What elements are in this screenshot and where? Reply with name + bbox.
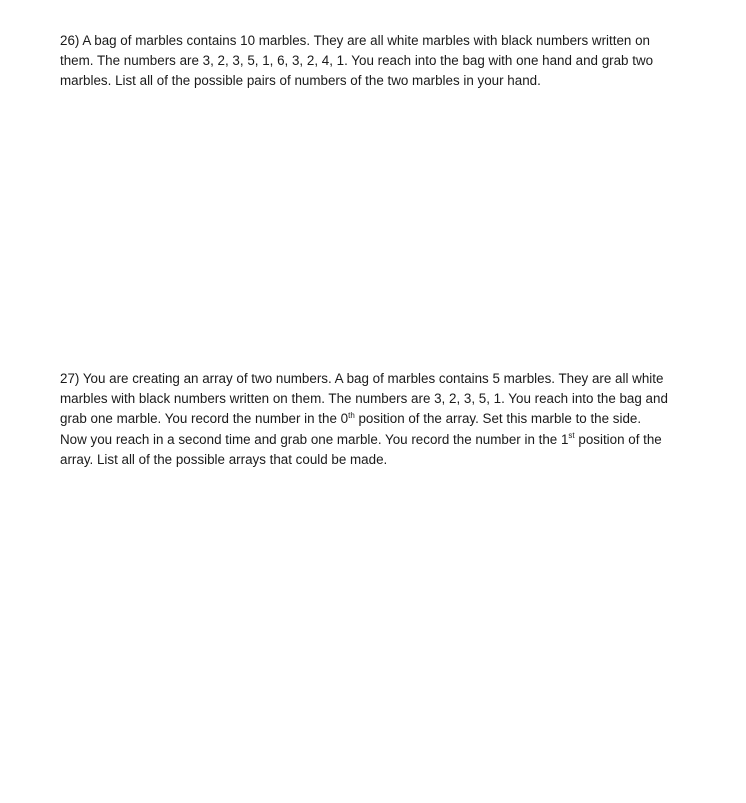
problem-26-line-1: 26) A bag of marbles contains 10 marbles. They are all white marbles with black numbers written on	[60, 33, 650, 48]
problem-26-text	[60, 31, 686, 92]
problem-27-line-5: array. List all of the possible arrays that could be made.	[60, 451, 388, 467]
ordinal-suffix-th: th	[348, 410, 355, 420]
problem-27-text	[60, 369, 686, 470]
ordinal-suffix-st: st	[568, 431, 575, 441]
problem-27-line-4-part-a: Now you reach in a second time and grab one marble. You record the number in the 1	[60, 431, 569, 447]
problem-27-line-3-part-a: grab one marble. You record the number in the 0	[60, 411, 349, 427]
problem-27-line-4-part-b: position of the	[574, 431, 662, 447]
problem-26-line-2: them. The numbers are 3, 2, 3, 5, 1, 6, 3, 2, 4, 1. You reach into the bag with one hand and grab two	[60, 53, 654, 69]
problem-27-line-4	[60, 430, 686, 450]
problem-27-line-3	[60, 409, 686, 429]
problem-26-line-3: marbles. List all of the possible pairs of numbers of the two marbles in your hand.	[60, 73, 541, 89]
problem-27-line-2: marbles with black numbers written on them. The numbers are 3, 2, 3, 5, 1. You reach into the bag and	[60, 391, 668, 407]
problem-27-line-1: 27) You are creating an array of two numbers. A bag of marbles contains 5 marbles. They are all white	[60, 371, 664, 386]
problem-27-line-3-part-b: position of the array. Set this marble to the side.	[354, 411, 642, 427]
